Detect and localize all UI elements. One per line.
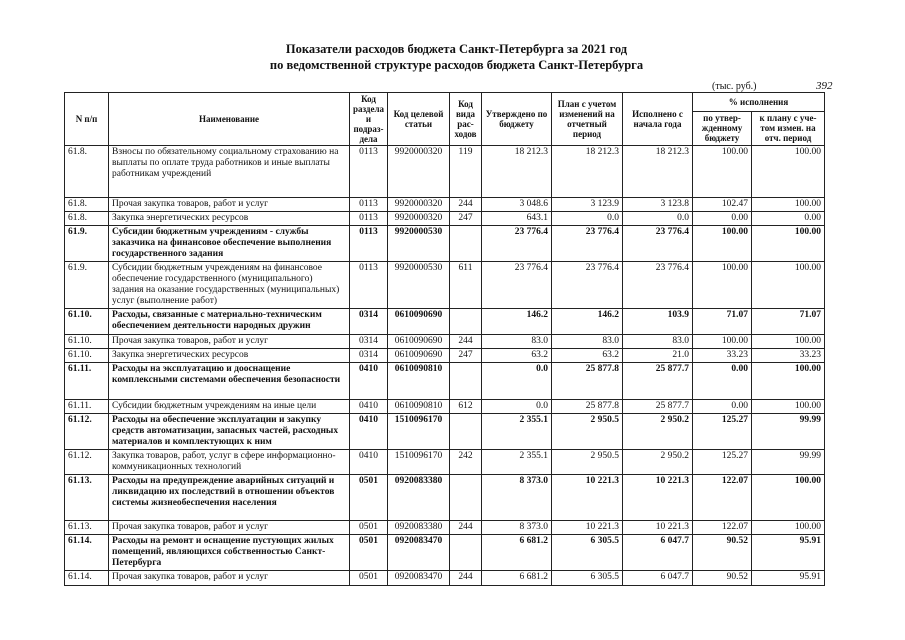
row-number: 61.8. xyxy=(65,198,109,212)
row-approved: 63.2 xyxy=(482,349,552,363)
header-pct-plan: к плану с уче-том измен. на отч. период xyxy=(752,111,825,145)
row-section-code: 0314 xyxy=(350,309,388,335)
row-plan: 2 950.5 xyxy=(552,450,623,475)
row-section-code: 0501 xyxy=(350,535,388,571)
row-pct-plan: 100.00 xyxy=(752,198,825,212)
row-pct-plan: 100.00 xyxy=(752,226,825,262)
row-name: Расходы на ремонт и оснащение пустующих жилых помещений, являющихся собственностью Санкт-Петербурга xyxy=(109,535,350,571)
row-approved: 23 776.4 xyxy=(482,226,552,262)
row-pct-plan: 99.99 xyxy=(752,450,825,475)
row-pct-budget: 100.00 xyxy=(693,335,752,349)
row-plan: 23 776.4 xyxy=(552,262,623,309)
row-approved: 3 048.6 xyxy=(482,198,552,212)
header-name: Наименование xyxy=(109,93,350,146)
row-kind-code xyxy=(450,475,482,521)
row-target-code: 0920083380 xyxy=(388,521,450,535)
row-approved: 8 373.0 xyxy=(482,475,552,521)
row-plan: 2 950.5 xyxy=(552,414,623,450)
row-pct-budget: 71.07 xyxy=(693,309,752,335)
table-row xyxy=(65,262,825,309)
header-num: N п/п xyxy=(65,93,109,146)
row-approved: 8 373.0 xyxy=(482,521,552,535)
row-pct-plan: 100.00 xyxy=(752,475,825,521)
row-name: Закупка энергетических ресурсов xyxy=(109,212,350,226)
row-target-code: 0920083470 xyxy=(388,571,450,586)
row-plan: 146.2 xyxy=(552,309,623,335)
row-kind-code: 244 xyxy=(450,521,482,535)
row-plan: 63.2 xyxy=(552,349,623,363)
row-pct-budget: 100.00 xyxy=(693,146,752,198)
row-approved: 18 212.3 xyxy=(482,146,552,198)
row-target-code: 9920000530 xyxy=(388,226,450,262)
row-pct-budget: 122.07 xyxy=(693,475,752,521)
row-approved: 23 776.4 xyxy=(482,262,552,309)
table-row xyxy=(65,450,825,475)
page-number: 392 xyxy=(816,80,833,92)
row-kind-code: 247 xyxy=(450,349,482,363)
row-executed: 10 221.3 xyxy=(623,521,693,535)
row-section-code: 0410 xyxy=(350,414,388,450)
row-plan: 3 123.9 xyxy=(552,198,623,212)
row-pct-budget: 90.52 xyxy=(693,535,752,571)
row-section-code: 0314 xyxy=(350,349,388,363)
row-number: 61.8. xyxy=(65,146,109,198)
document-subtitle: по ведомственной структуре расходов бюджета Санкт-Петербурга xyxy=(269,58,644,72)
row-approved: 2 355.1 xyxy=(482,414,552,450)
table-row xyxy=(65,475,825,521)
row-plan: 18 212.3 xyxy=(552,146,623,198)
row-pct-budget: 100.00 xyxy=(693,262,752,309)
row-section-code: 0410 xyxy=(350,400,388,414)
table-row xyxy=(65,146,825,198)
units-label: (тыс. руб.) xyxy=(712,81,757,92)
row-kind-code xyxy=(450,309,482,335)
row-plan: 10 221.3 xyxy=(552,521,623,535)
header-section: Код раздела и подраз-дела xyxy=(350,93,388,146)
table-body xyxy=(65,146,825,586)
row-target-code: 0920083380 xyxy=(388,475,450,521)
row-plan: 25 877.8 xyxy=(552,400,623,414)
row-pct-budget: 102.47 xyxy=(693,198,752,212)
row-plan: 0.0 xyxy=(552,212,623,226)
row-number: 61.9. xyxy=(65,262,109,309)
row-executed: 6 047.7 xyxy=(623,571,693,586)
row-pct-budget: 122.07 xyxy=(693,521,752,535)
row-approved: 0.0 xyxy=(482,400,552,414)
row-executed: 25 877.7 xyxy=(623,400,693,414)
row-pct-plan: 71.07 xyxy=(752,309,825,335)
row-number: 61.11. xyxy=(65,363,109,400)
row-number: 61.10. xyxy=(65,335,109,349)
row-target-code: 9920000530 xyxy=(388,262,450,309)
row-pct-plan: 99.99 xyxy=(752,414,825,450)
row-pct-budget: 125.27 xyxy=(693,414,752,450)
row-name: Расходы на обеспечение эксплуатации и закупку средств автоматизации, запасных частей, расходных материалов и комплектующих к ним xyxy=(109,414,350,450)
row-number: 61.9. xyxy=(65,226,109,262)
table-row xyxy=(65,309,825,335)
row-pct-budget: 125.27 xyxy=(693,450,752,475)
row-approved: 643.1 xyxy=(482,212,552,226)
row-pct-budget: 0.00 xyxy=(693,212,752,226)
row-executed: 21.0 xyxy=(623,349,693,363)
row-target-code: 0610090810 xyxy=(388,400,450,414)
budget-table xyxy=(64,92,825,586)
row-target-code: 0610090690 xyxy=(388,335,450,349)
table-row xyxy=(65,226,825,262)
row-section-code: 0113 xyxy=(350,146,388,198)
row-target-code: 1510096170 xyxy=(388,450,450,475)
row-target-code: 0610090810 xyxy=(388,363,450,400)
row-name: Прочая закупка товаров, работ и услуг xyxy=(109,571,350,586)
row-section-code: 0410 xyxy=(350,363,388,400)
row-plan: 6 305.5 xyxy=(552,571,623,586)
row-kind-code: 611 xyxy=(450,262,482,309)
table-row xyxy=(65,571,825,586)
row-plan: 10 221.3 xyxy=(552,475,623,521)
row-executed: 18 212.3 xyxy=(623,146,693,198)
row-pct-plan: 100.00 xyxy=(752,521,825,535)
row-plan: 6 305.5 xyxy=(552,535,623,571)
header-percent-group: % исполнения xyxy=(693,93,825,112)
row-name: Субсидии бюджетным учреждениям на иные цели xyxy=(109,400,350,414)
row-pct-plan: 100.00 xyxy=(752,400,825,414)
row-section-code: 0501 xyxy=(350,521,388,535)
row-name: Субсидии бюджетным учреждениям - службы заказчика на финансовое обеспечение выполнения государственного задания xyxy=(109,226,350,262)
row-number: 61.13. xyxy=(65,521,109,535)
row-section-code: 0501 xyxy=(350,571,388,586)
row-pct-plan: 95.91 xyxy=(752,571,825,586)
row-kind-code: 612 xyxy=(450,400,482,414)
row-kind-code: 244 xyxy=(450,198,482,212)
table-row xyxy=(65,198,825,212)
row-pct-budget: 100.00 xyxy=(693,226,752,262)
header-target: Код целевой статьи xyxy=(388,93,450,146)
row-name: Расходы, связанные с материально-техническим обеспечением деятельности народных дружин xyxy=(109,309,350,335)
row-kind-code: 244 xyxy=(450,571,482,586)
row-target-code: 9920000320 xyxy=(388,198,450,212)
row-kind-code xyxy=(450,226,482,262)
row-pct-plan: 95.91 xyxy=(752,535,825,571)
row-plan: 83.0 xyxy=(552,335,623,349)
row-kind-code: 244 xyxy=(450,335,482,349)
row-approved: 2 355.1 xyxy=(482,450,552,475)
row-name: Прочая закупка товаров, работ и услуг xyxy=(109,198,350,212)
row-executed: 23 776.4 xyxy=(623,262,693,309)
row-executed: 25 877.7 xyxy=(623,363,693,400)
row-number: 61.12. xyxy=(65,414,109,450)
header-approved: Утверждено по бюджету xyxy=(482,93,552,146)
row-executed: 3 123.8 xyxy=(623,198,693,212)
row-name: Взносы по обязательному социальному страхованию на выплаты по оплате труда работников и иные выплаты работникам учреждений xyxy=(109,146,350,198)
row-section-code: 0501 xyxy=(350,475,388,521)
row-pct-budget: 33.23 xyxy=(693,349,752,363)
row-number: 61.14. xyxy=(65,535,109,571)
row-pct-plan: 100.00 xyxy=(752,146,825,198)
row-number: 61.12. xyxy=(65,450,109,475)
row-kind-code: 119 xyxy=(450,146,482,198)
row-kind-code: 247 xyxy=(450,212,482,226)
table-row xyxy=(65,414,825,450)
row-target-code: 0920083470 xyxy=(388,535,450,571)
row-name: Субсидии бюджетным учреждениям на финансовое обеспечение государственного (муниципального) задания на оказание государственных (муниципальных) услуг (выполнение работ) xyxy=(109,262,350,309)
table-row xyxy=(65,363,825,400)
row-section-code: 0410 xyxy=(350,450,388,475)
row-executed: 2 950.2 xyxy=(623,414,693,450)
row-section-code: 0113 xyxy=(350,262,388,309)
row-plan: 23 776.4 xyxy=(552,226,623,262)
header-executed: Исполнено с начала года xyxy=(623,93,693,146)
row-target-code: 9920000320 xyxy=(388,212,450,226)
row-executed: 2 950.2 xyxy=(623,450,693,475)
table-row xyxy=(65,349,825,363)
row-kind-code xyxy=(450,535,482,571)
table-row xyxy=(65,535,825,571)
row-pct-budget: 90.52 xyxy=(693,571,752,586)
row-section-code: 0113 xyxy=(350,212,388,226)
row-name: Закупка товаров, работ, услуг в сфере информационно-коммуникационных технологий xyxy=(109,450,350,475)
row-number: 61.10. xyxy=(65,349,109,363)
table-row xyxy=(65,212,825,226)
row-target-code: 1510096170 xyxy=(388,414,450,450)
row-kind-code: 242 xyxy=(450,450,482,475)
table-row xyxy=(65,400,825,414)
header-pct-budget: по утвер-жденному бюджету xyxy=(693,111,752,145)
row-pct-plan: 0.00 xyxy=(752,212,825,226)
row-name: Закупка энергетических ресурсов xyxy=(109,349,350,363)
row-pct-budget: 0.00 xyxy=(693,363,752,400)
row-section-code: 0314 xyxy=(350,335,388,349)
row-section-code: 0113 xyxy=(350,198,388,212)
row-name: Прочая закупка товаров, работ и услуг xyxy=(109,335,350,349)
row-approved: 146.2 xyxy=(482,309,552,335)
row-pct-plan: 100.00 xyxy=(752,363,825,400)
row-kind-code xyxy=(450,363,482,400)
row-plan: 25 877.8 xyxy=(552,363,623,400)
document-title: Показатели расходов бюджета Санкт-Петербурга за 2021 год xyxy=(285,42,628,56)
row-number: 61.11. xyxy=(65,400,109,414)
row-number: 61.13. xyxy=(65,475,109,521)
row-executed: 6 047.7 xyxy=(623,535,693,571)
row-number: 61.14. xyxy=(65,571,109,586)
row-approved: 83.0 xyxy=(482,335,552,349)
row-executed: 10 221.3 xyxy=(623,475,693,521)
row-executed: 83.0 xyxy=(623,335,693,349)
row-number: 61.8. xyxy=(65,212,109,226)
header-plan: План с учетом изменений на отчетный период xyxy=(552,93,623,146)
row-approved: 6 681.2 xyxy=(482,535,552,571)
row-approved: 6 681.2 xyxy=(482,571,552,586)
row-target-code: 9920000320 xyxy=(388,146,450,198)
row-name: Расходы на предупреждение аварийных ситуаций и ликвидацию их последствий в отношении объектов системы жизнеобеспечения населения xyxy=(109,475,350,521)
row-section-code: 0113 xyxy=(350,226,388,262)
row-target-code: 0610090690 xyxy=(388,349,450,363)
row-number: 61.10. xyxy=(65,309,109,335)
row-name: Расходы на эксплуатацию и дооснащение комплексными системами обеспечения безопасности xyxy=(109,363,350,400)
row-pct-plan: 33.23 xyxy=(752,349,825,363)
row-name: Прочая закупка товаров, работ и услуг xyxy=(109,521,350,535)
header-kind: Код вида рас-ходов xyxy=(450,93,482,146)
row-pct-plan: 100.00 xyxy=(752,262,825,309)
row-kind-code xyxy=(450,414,482,450)
table-row xyxy=(65,335,825,349)
row-executed: 23 776.4 xyxy=(623,226,693,262)
row-executed: 0.0 xyxy=(623,212,693,226)
row-pct-budget: 0.00 xyxy=(693,400,752,414)
row-target-code: 0610090690 xyxy=(388,309,450,335)
table-row xyxy=(65,521,825,535)
row-executed: 103.9 xyxy=(623,309,693,335)
row-approved: 0.0 xyxy=(482,363,552,400)
row-pct-plan: 100.00 xyxy=(752,335,825,349)
